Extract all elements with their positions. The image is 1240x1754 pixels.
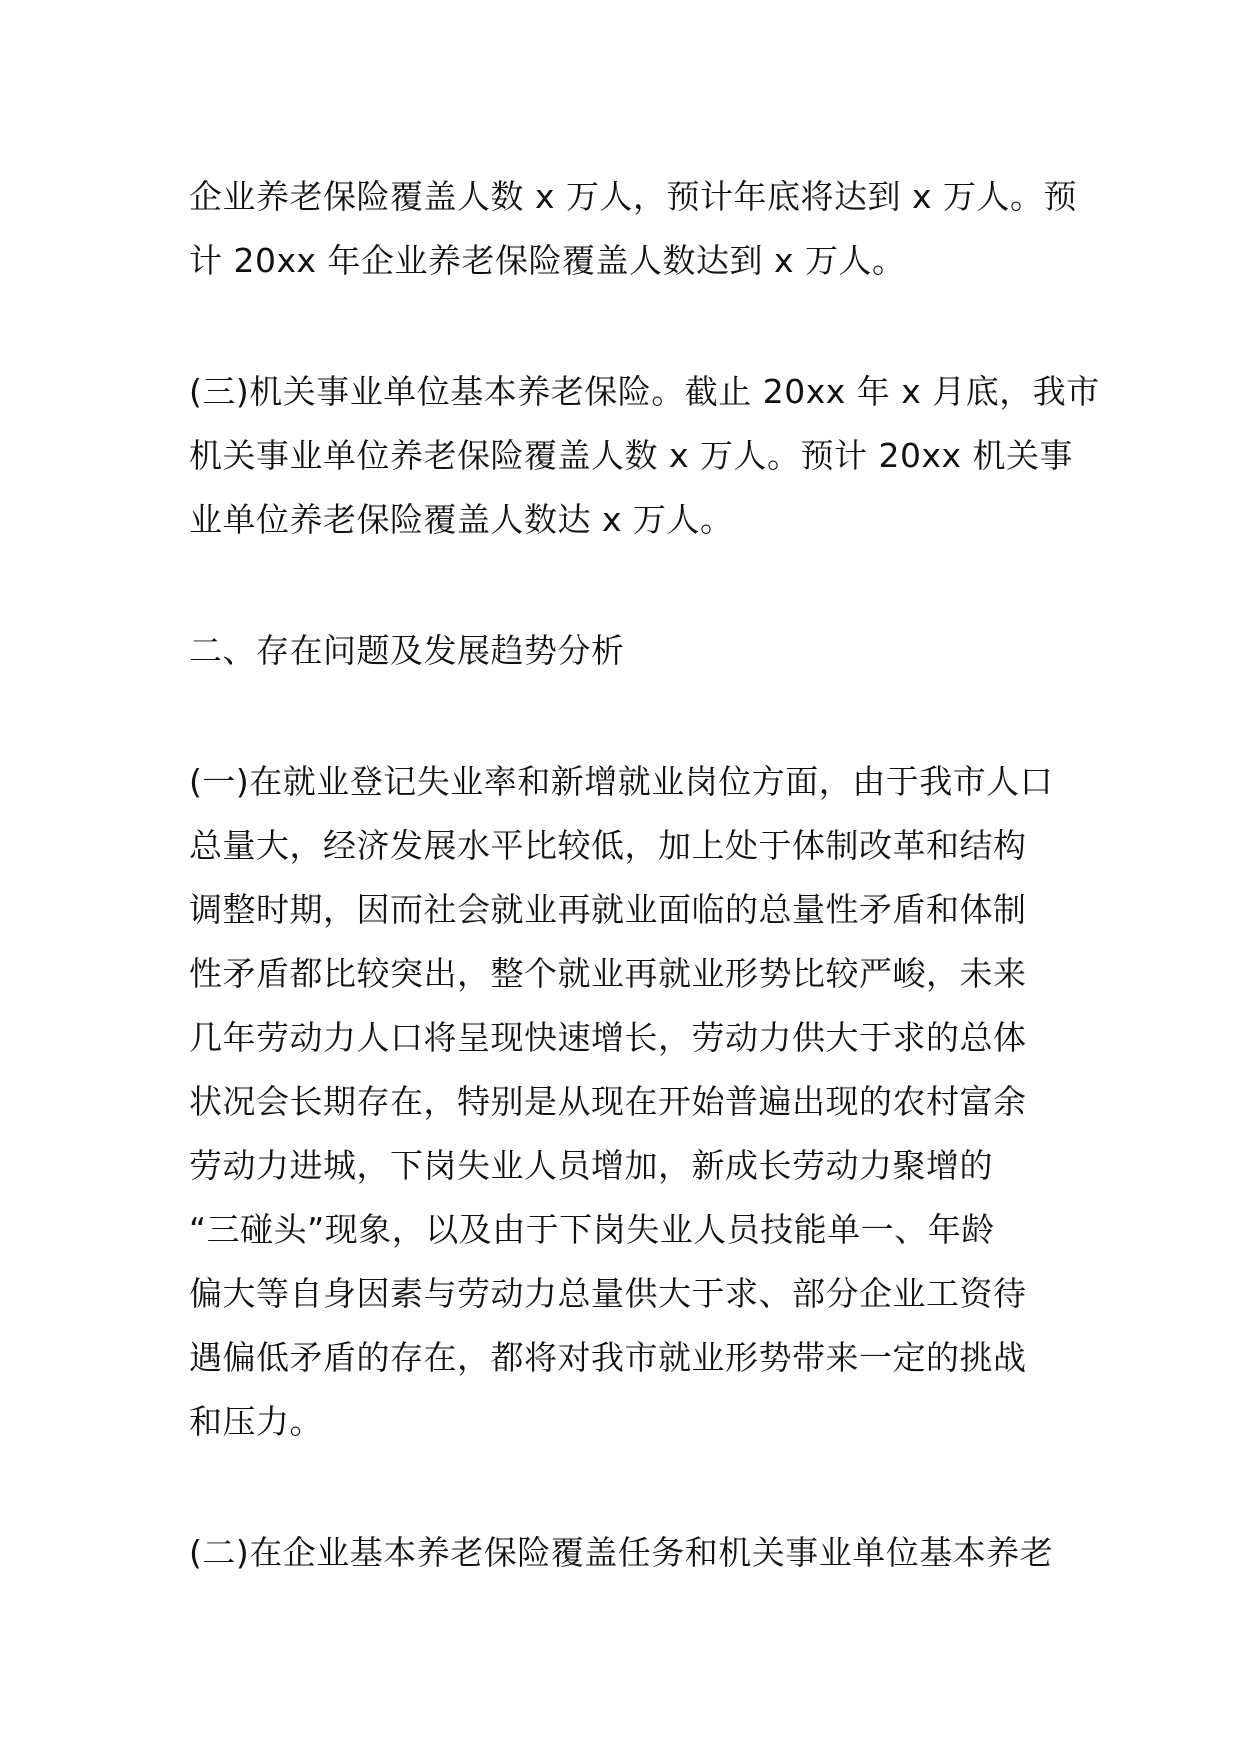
paragraph-3-line-6: 状况会长期存在，特别是从现在开始普遍出现的农村富余 [189, 1082, 1027, 1121]
paragraph-3-line-7: 劳动力进城，下岗失业人员增加，新成长劳动力聚增的 [189, 1146, 993, 1185]
paragraph-3-line-9: 偏大等自身因素与劳动力总量供大于求、部分企业工资待 [189, 1274, 1027, 1313]
paragraph-3-line-2: 总量大，经济发展水平比较低，加上处于体制改革和结构 [189, 826, 1027, 865]
paragraph-3-line-11: 和压力。 [189, 1402, 323, 1441]
paragraph-3-line-1: (一)在就业登记失业率和新增就业岗位方面，由于我市人口 [189, 762, 1054, 801]
paragraph-2-line-1: (三)机关事业单位基本养老保险。截止 20xx 年 x 月底，我市 [189, 372, 1100, 411]
section-heading: 二、存在问题及发展趋势分析 [189, 631, 625, 670]
paragraph-3-line-3: 调整时期，因而社会就业再就业面临的总量性矛盾和体制 [189, 890, 1027, 929]
paragraph-1-line-1: 企业养老保险覆盖人数 x 万人，预计年底将达到 x 万人。预 [189, 177, 1078, 216]
paragraph-3-line-8: “三碰头”现象，以及由于下岗失业人员技能单一、年龄 [189, 1210, 995, 1249]
paragraph-3-line-4: 性矛盾都比较突出，整个就业再就业形势比较严峻，未来 [189, 954, 1027, 993]
paragraph-1-line-2: 计 20xx 年企业养老保险覆盖人数达到 x 万人。 [189, 241, 906, 280]
paragraph-4-line-1: (二)在企业基本养老保险覆盖任务和机关事业单位基本养老 [189, 1533, 1054, 1572]
paragraph-3-line-5: 几年劳动力人口将呈现快速增长，劳动力供大于求的总体 [189, 1018, 1027, 1057]
paragraph-3-line-10: 遇偏低矛盾的存在，都将对我市就业形势带来一定的挑战 [189, 1338, 1027, 1377]
paragraph-2-line-3: 业单位养老保险覆盖人数达 x 万人。 [189, 500, 734, 539]
paragraph-2-line-2: 机关事业单位养老保险覆盖人数 x 万人。预计 20xx 机关事 [189, 436, 1074, 475]
